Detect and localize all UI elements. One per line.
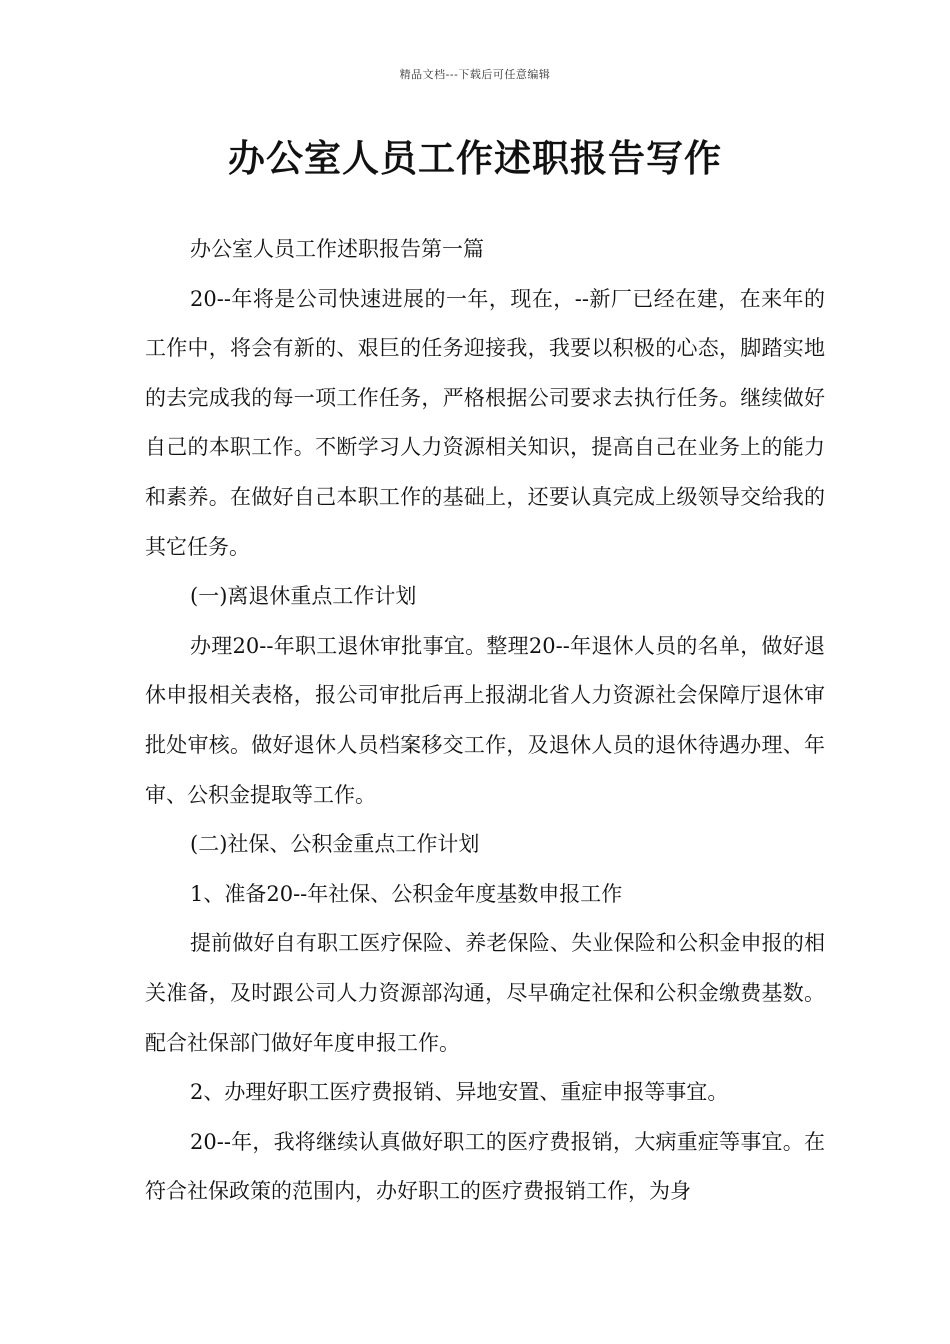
subheading-retirement-plan: (一)离退休重点工作计划 [190,584,417,609]
page-header-note: 精品文档---下载后可任意编辑 [399,68,551,81]
document-body [145,225,825,1217]
paragraph-base-declaration: 提前做好自有职工医疗保险、养老保险、失业保险和公积金申报的相关准备，及时跟公司人力资源部沟通，尽早确定社保和公积金缴费基数。配合社保部门做好年度申报工作。 [145,931,825,1055]
list-item-base-declaration: 1、准备20--年社保、公积金年度基数申报工作 [190,881,623,906]
document-title: 办公室人员工作述职报告写作 [228,136,722,180]
paragraph-intro: 20--年将是公司快速进展的一年，现在，--新厂已经在建，在来年的工作中，将会有新的、艰巨的任务迎接我，我要以积极的心态，脚踏实地的去完成我的每一项工作任务，严格根据公司要求去执行任务。继续做好自己的本职工作。不断学习人力资源相关知识，提高自己在业务上的能力和素养。在做好自己本职工作的基础上，还要认真完成上级领导交给我的其它任务。 [145,286,825,559]
subheading-social-security-plan: (二)社保、公积金重点工作计划 [190,832,480,857]
paragraph-medical-reimbursement: 20--年，我将继续认真做好职工的医疗费报销，大病重症等事宜。在符合社保政策的范围内，办好职工的医疗费报销工作，为身 [145,1129,825,1204]
paragraph-retirement: 办理20--年职工退休审批事宜。整理20--年退休人员的名单，做好退休申报相关表格，报公司审批后再上报湖北省人力资源社会保障厅退休审批处审核。做好退休人员档案移交工作，及退休人员的退休待遇办理、年审、公积金提取等工作。 [145,633,825,807]
list-item-medical-reimbursement: 2、办理好职工医疗费报销、异地安置、重症申报等事宜。 [190,1080,729,1105]
section-heading-part-one: 办公室人员工作述职报告第一篇 [190,237,484,261]
